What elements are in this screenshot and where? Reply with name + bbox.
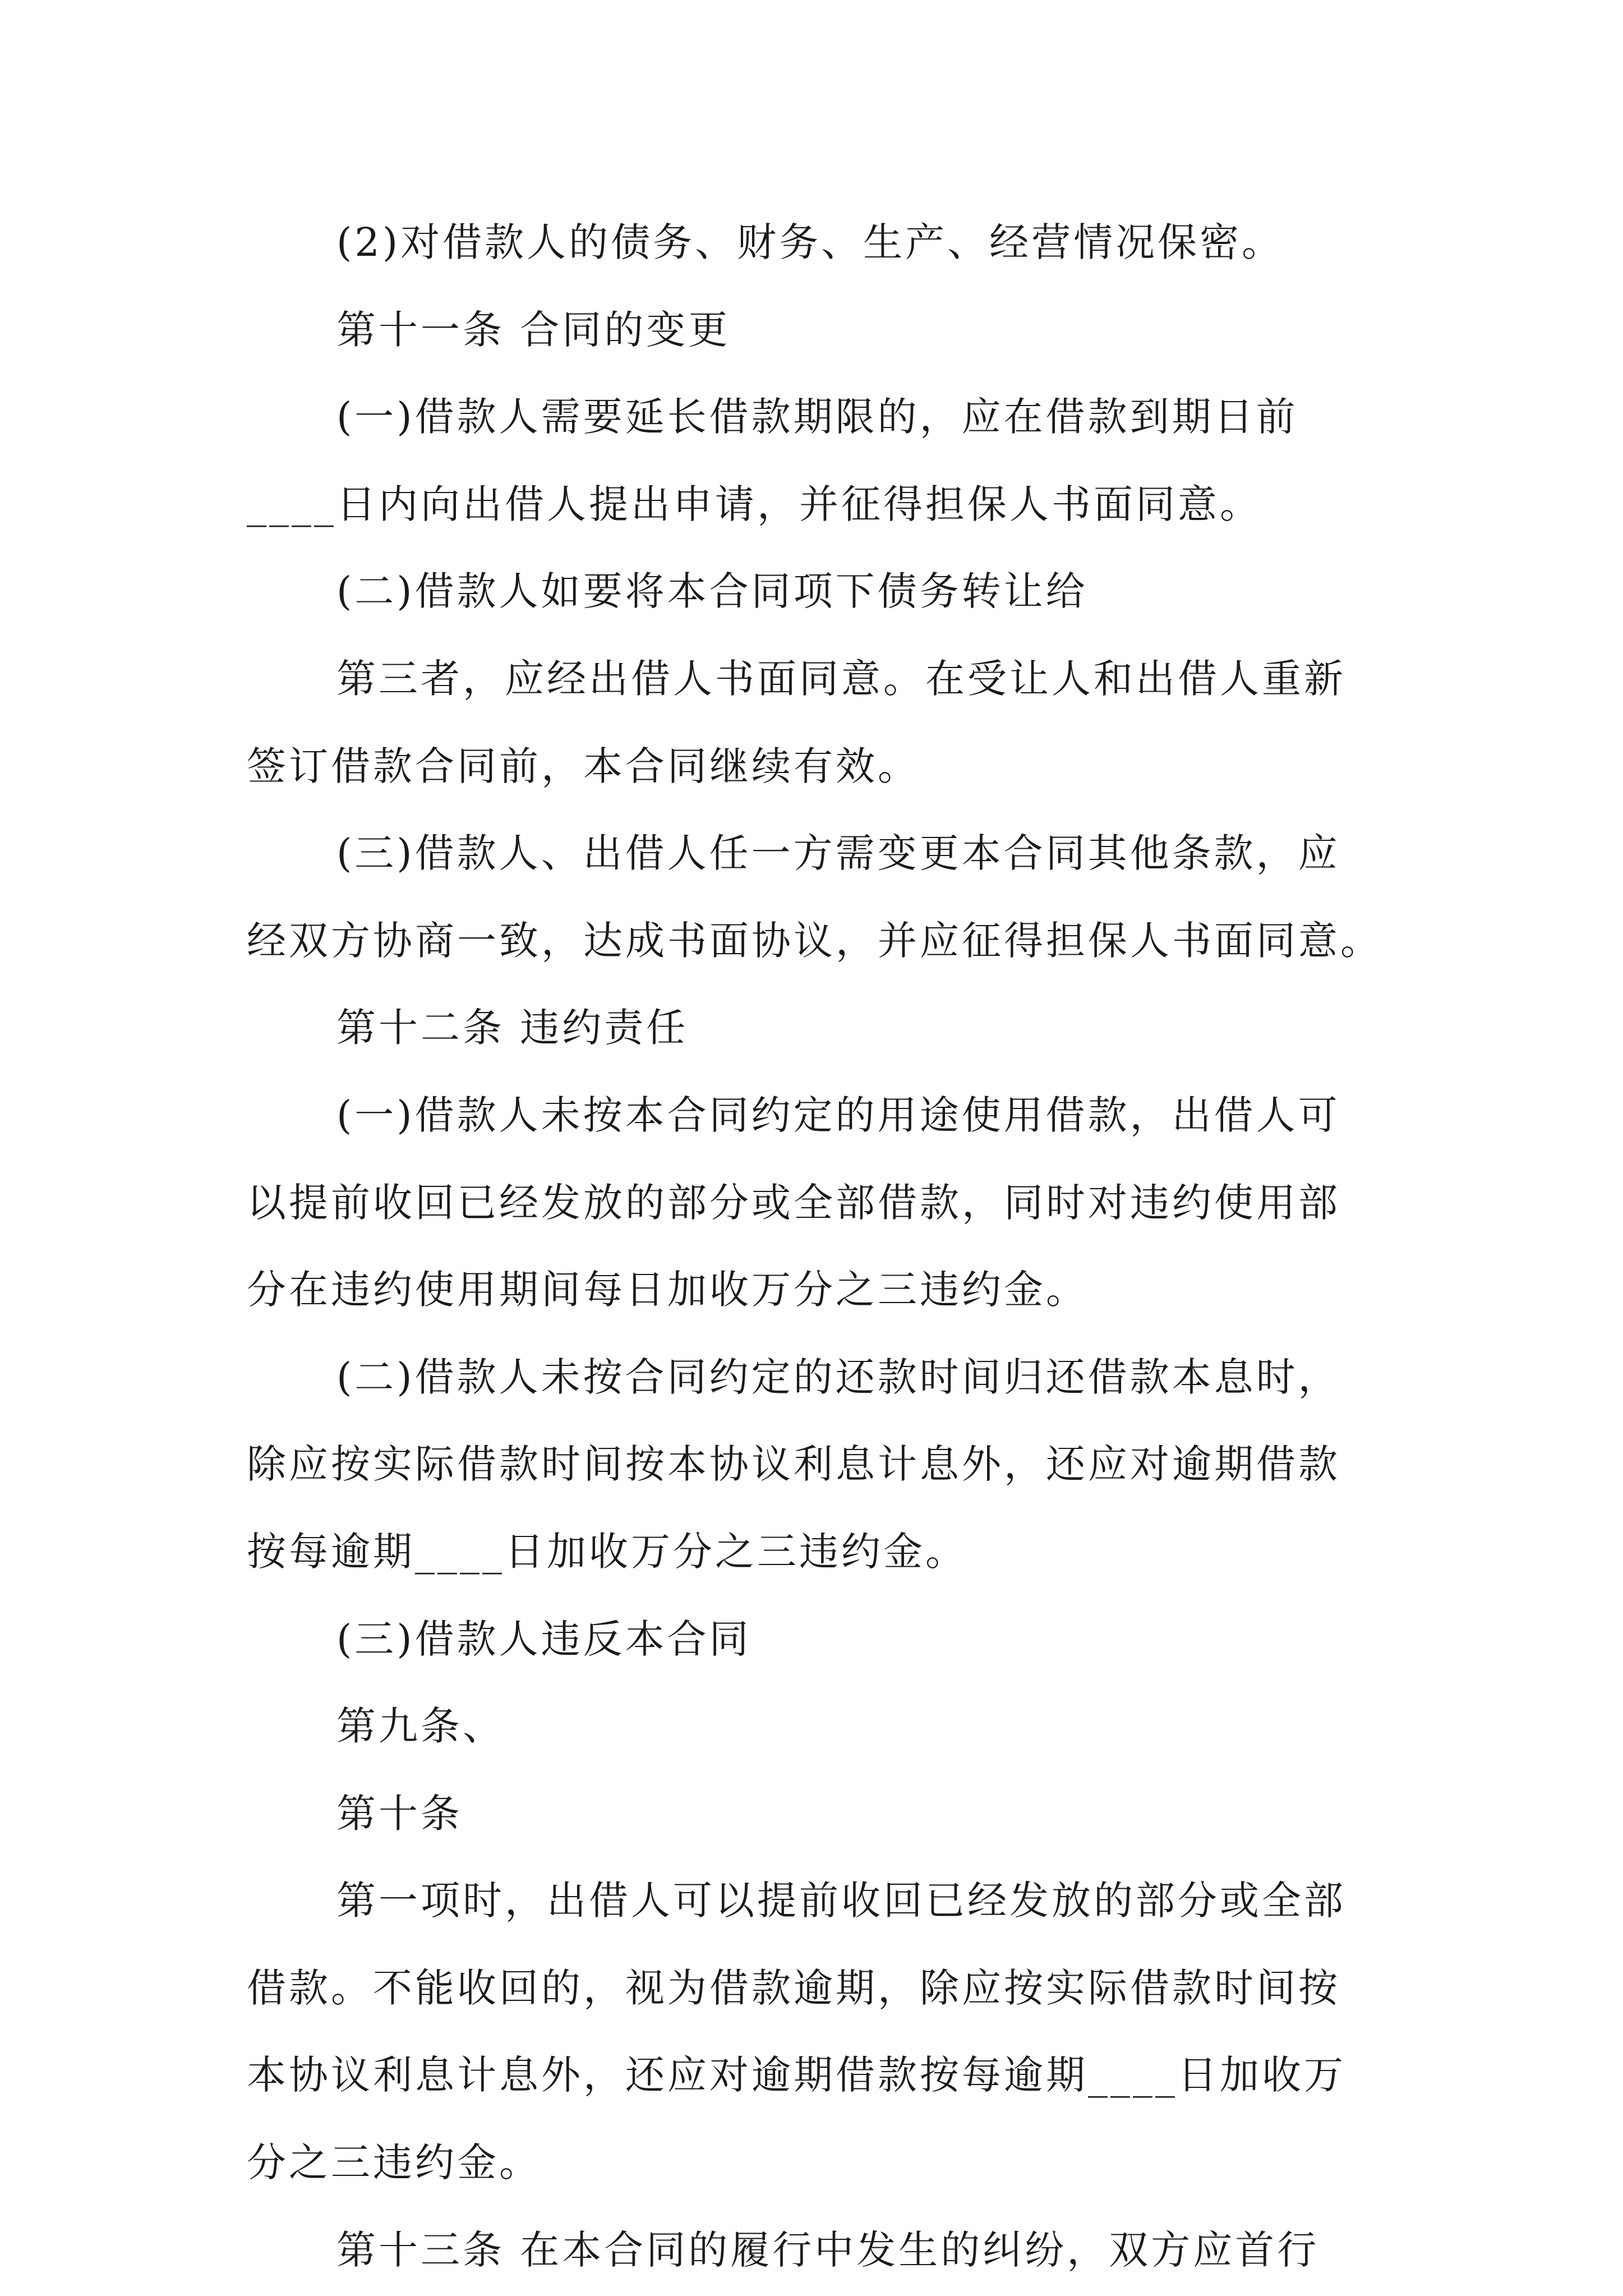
line-4: ____日内向出借人提出申请，并征得担保人书面同意。 (247, 481, 1262, 527)
line-5: (二)借款人如要将本合同项下债务转让给 (336, 568, 1088, 615)
line-3: (一)借款人需要延长借款期限的，应在借款到期日前 (336, 394, 1298, 440)
line-6: 第三者，应经出借人书面同意。在受让人和出借人重新 (336, 655, 1346, 702)
line-22: 本协议利息计息外，还应对逾期借款按每逾期____日加收万 (247, 2052, 1346, 2099)
contract-text (247, 199, 1380, 2294)
line-15: 除应按实际借款时间按本协议利息计息外，还应对逾期借款 (247, 1441, 1340, 1488)
line-24: 第十三条 在本合同的履行中发生的纠纷，双方应首行 (336, 2226, 1320, 2273)
line-12: 以提前收回已经发放的部分或全部借款，同时对违约使用部 (247, 1179, 1340, 1226)
line-23: 分之三违约金。 (247, 2139, 541, 2186)
line-10: 第十二条 违约责任 (336, 1005, 689, 1051)
line-16: 按每逾期____日加收万分之三违约金。 (247, 1528, 967, 1575)
line-2: 第十一条 合同的变更 (336, 306, 731, 353)
line-9: 经双方协商一致，达成书面协议，并应征得担保人书面同意。 (247, 917, 1382, 964)
line-19: 第十条 (336, 1790, 463, 1837)
line-20: 第一项时，出借人可以提前收回已经发放的部分或全部 (336, 1878, 1346, 1924)
line-1: (2)对借款人的债务、财务、生产、经营情况保密。 (336, 219, 1284, 265)
line-14: (二)借款人未按合同约定的还款时间归还借款本息时， (336, 1354, 1340, 1400)
line-11: (一)借款人未按本合同约定的用途使用借款，出借人可 (336, 1092, 1340, 1138)
line-7: 签订借款合同前，本合同继续有效。 (247, 743, 920, 789)
line-17: (三)借款人违反本合同 (336, 1616, 751, 1662)
line-18: 第九条、 (336, 1703, 505, 1750)
line-21: 借款。不能收回的，视为借款逾期，除应按实际借款时间按 (247, 1964, 1340, 2011)
line-13: 分在违约使用期间每日加收万分之三违约金。 (247, 1267, 1088, 1313)
line-8: (三)借款人、出借人任一方需变更本合同其他条款，应 (336, 830, 1340, 877)
